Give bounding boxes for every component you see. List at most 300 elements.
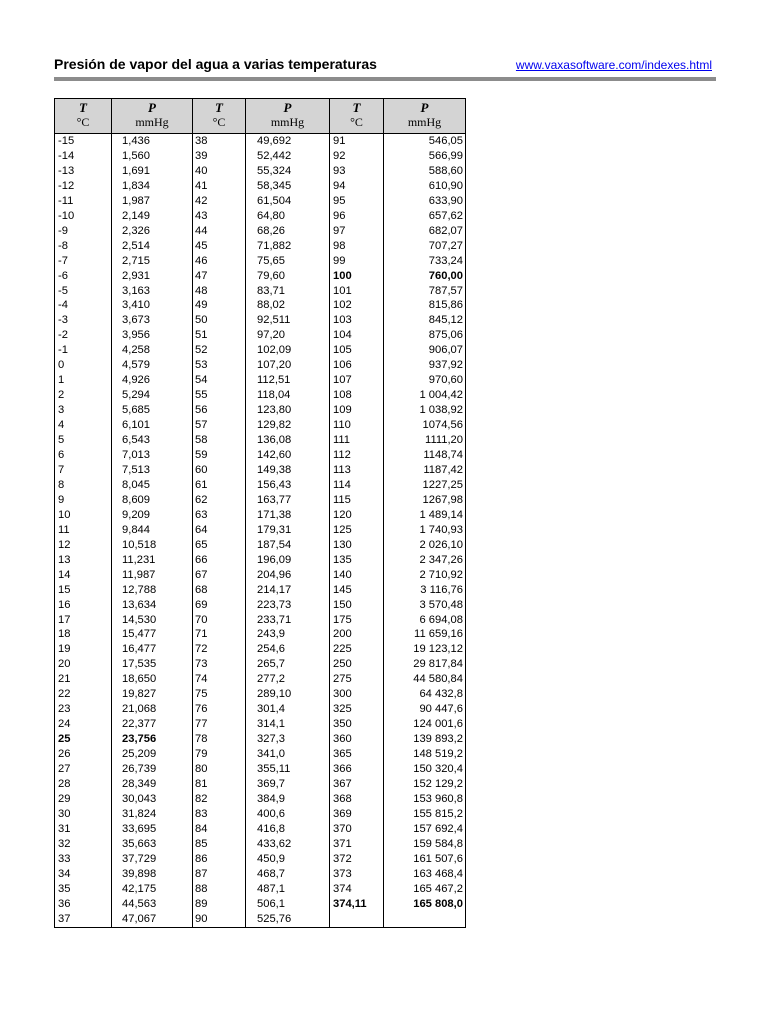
pressure-cell: 196,09 (246, 553, 330, 568)
temperature-cell: 200 (330, 627, 384, 642)
temperature-cell: 17 (55, 613, 112, 628)
temperature-cell: 13 (55, 553, 112, 568)
pressure-cell: 7,513 (112, 463, 193, 478)
pressure-cell: 233,71 (246, 613, 330, 628)
temperature-cell: 49 (193, 298, 246, 313)
table-row (55, 837, 466, 852)
temperature-cell: 69 (193, 598, 246, 613)
table-row (55, 433, 466, 448)
table-row (55, 448, 466, 463)
pressure-cell: 17,535 (112, 657, 193, 672)
temperature-cell: 368 (330, 792, 384, 807)
temperature-cell: 66 (193, 553, 246, 568)
pressure-cell: 1267,98 (384, 493, 466, 508)
temperature-cell: 108 (330, 388, 384, 403)
temperature-cell: 28 (55, 777, 112, 792)
pressure-cell: 150 320,4 (384, 762, 466, 777)
temperature-cell: 96 (330, 209, 384, 224)
pressure-cell: 3,410 (112, 298, 193, 313)
pressure-cell: 2 026,10 (384, 538, 466, 553)
temperature-cell: 97 (330, 224, 384, 239)
table-row (55, 134, 466, 149)
pressure-cell: 13,634 (112, 598, 193, 613)
table-row (55, 747, 466, 762)
pressure-cell: 588,60 (384, 164, 466, 179)
pressure-cell: 525,76 (246, 912, 330, 927)
table-row (55, 642, 466, 657)
pressure-cell: 416,8 (246, 822, 330, 837)
pressure-cell: 1,436 (112, 134, 193, 149)
table-row (55, 373, 466, 388)
pressure-cell: 71,882 (246, 239, 330, 254)
pressure-cell: 165 467,2 (384, 882, 466, 897)
pressure-cell: 223,73 (246, 598, 330, 613)
pressure-cell: 12,788 (112, 583, 193, 598)
pressure-cell: 277,2 (246, 672, 330, 687)
table-row (55, 807, 466, 822)
temperature-cell: 374,11 (330, 897, 384, 912)
temperature-cell: 21 (55, 672, 112, 687)
temperature-cell: 50 (193, 313, 246, 328)
temperature-cell: -6 (55, 269, 112, 284)
pressure-cell: 157 692,4 (384, 822, 466, 837)
pressure-cell: 153 960,8 (384, 792, 466, 807)
temperature-cell: 34 (55, 867, 112, 882)
pressure-cell: 2,149 (112, 209, 193, 224)
pressure-cell: 129,82 (246, 418, 330, 433)
temperature-cell: 109 (330, 403, 384, 418)
temperature-cell: 4 (55, 418, 112, 433)
table-row (55, 583, 466, 598)
table-row (55, 328, 466, 343)
table-row (55, 403, 466, 418)
pressure-cell: 1 740,93 (384, 523, 466, 538)
pressure-cell: 450,9 (246, 852, 330, 867)
temperature-cell: 61 (193, 478, 246, 493)
table-row (55, 792, 466, 807)
pressure-cell: 1111,20 (384, 433, 466, 448)
temperature-cell: 32 (55, 837, 112, 852)
pressure-cell: 14,530 (112, 613, 193, 628)
temperature-cell: 38 (193, 134, 246, 149)
pressure-cell: 30,043 (112, 792, 193, 807)
pressure-cell: 11,231 (112, 553, 193, 568)
temperature-cell: 360 (330, 732, 384, 747)
pressure-cell: 8,609 (112, 493, 193, 508)
temperature-cell: 53 (193, 358, 246, 373)
pressure-cell: 546,05 (384, 134, 466, 149)
table-row (55, 613, 466, 628)
pressure-cell: 42,175 (112, 882, 193, 897)
pressure-cell: 61,504 (246, 194, 330, 209)
table-row (55, 852, 466, 867)
table-row (55, 912, 466, 927)
pressure-cell: 28,349 (112, 777, 193, 792)
pressure-cell: 19,827 (112, 687, 193, 702)
table-row (55, 478, 466, 493)
pressure-cell: 44 580,84 (384, 672, 466, 687)
temperature-cell: 54 (193, 373, 246, 388)
temperature-cell: 19 (55, 642, 112, 657)
temperature-cell: -2 (55, 328, 112, 343)
temperature-cell: -7 (55, 254, 112, 269)
pressure-cell (384, 912, 466, 927)
pressure-cell: 75,65 (246, 254, 330, 269)
pressure-cell: 9,209 (112, 508, 193, 523)
temperature-cell: 225 (330, 642, 384, 657)
pressure-cell: 159 584,8 (384, 837, 466, 852)
pressure-cell: 468,7 (246, 867, 330, 882)
temperature-cell: -3 (55, 313, 112, 328)
temperature-cell: 113 (330, 463, 384, 478)
pressure-cell: 815,86 (384, 298, 466, 313)
pressure-cell: 163,77 (246, 493, 330, 508)
temperature-cell: 104 (330, 328, 384, 343)
pressure-cell: 6 694,08 (384, 613, 466, 628)
pressure-cell: 633,90 (384, 194, 466, 209)
pressure-cell: 3 116,76 (384, 583, 466, 598)
temperature-cell: -1 (55, 343, 112, 358)
pressure-cell: 2,715 (112, 254, 193, 269)
table-row (55, 194, 466, 209)
pressure-cell: 64,80 (246, 209, 330, 224)
pressure-cell: 2,326 (112, 224, 193, 239)
temperature-cell: -9 (55, 224, 112, 239)
temperature-cell: 100 (330, 269, 384, 284)
pressure-cell: 1074,56 (384, 418, 466, 433)
pressure-cell: 682,07 (384, 224, 466, 239)
pressure-cell: 254,6 (246, 642, 330, 657)
table-row (55, 508, 466, 523)
pressure-cell: 4,258 (112, 343, 193, 358)
temperature-cell: 367 (330, 777, 384, 792)
pressure-cell: 97,20 (246, 328, 330, 343)
temperature-cell: 24 (55, 717, 112, 732)
pressure-cell: 155 815,2 (384, 807, 466, 822)
table-row (55, 284, 466, 299)
table-row (55, 717, 466, 732)
pressure-cell: 142,60 (246, 448, 330, 463)
pressure-cell: 1,834 (112, 179, 193, 194)
pressure-cell: 2,931 (112, 269, 193, 284)
temperature-cell: 46 (193, 254, 246, 269)
column-header: T °C (55, 99, 112, 134)
table-row (55, 209, 466, 224)
temperature-cell: 120 (330, 508, 384, 523)
table-row (55, 149, 466, 164)
pressure-cell: 906,07 (384, 343, 466, 358)
table-row (55, 553, 466, 568)
table-row (55, 538, 466, 553)
temperature-cell: 31 (55, 822, 112, 837)
temperature-cell: 76 (193, 702, 246, 717)
pressure-cell: 29 817,84 (384, 657, 466, 672)
temperature-cell: 64 (193, 523, 246, 538)
temperature-cell: 12 (55, 538, 112, 553)
temperature-cell: 140 (330, 568, 384, 583)
temperature-cell: 115 (330, 493, 384, 508)
pressure-cell: 1 004,42 (384, 388, 466, 403)
table-row (55, 882, 466, 897)
temperature-cell: 300 (330, 687, 384, 702)
pressure-cell: 123,80 (246, 403, 330, 418)
pressure-cell: 156,43 (246, 478, 330, 493)
pressure-cell: 845,12 (384, 313, 466, 328)
temperature-cell: 40 (193, 164, 246, 179)
table-row (55, 687, 466, 702)
pressure-cell: 400,6 (246, 807, 330, 822)
pressure-cell: 37,729 (112, 852, 193, 867)
temperature-cell: 110 (330, 418, 384, 433)
temperature-cell: 1 (55, 373, 112, 388)
pressure-cell: 657,62 (384, 209, 466, 224)
temperature-cell: 85 (193, 837, 246, 852)
pressure-cell: 112,51 (246, 373, 330, 388)
pressure-cell: 2,514 (112, 239, 193, 254)
temperature-cell: 370 (330, 822, 384, 837)
temperature-cell: -10 (55, 209, 112, 224)
temperature-cell: 365 (330, 747, 384, 762)
pressure-cell: 6,101 (112, 418, 193, 433)
temperature-cell: 366 (330, 762, 384, 777)
pressure-cell: 707,27 (384, 239, 466, 254)
table-row (55, 298, 466, 313)
temperature-cell: 6 (55, 448, 112, 463)
pressure-cell: 26,739 (112, 762, 193, 777)
pressure-cell: 7,013 (112, 448, 193, 463)
pressure-cell: 11,987 (112, 568, 193, 583)
temperature-cell: 130 (330, 538, 384, 553)
temperature-cell: 106 (330, 358, 384, 373)
pressure-cell: 487,1 (246, 882, 330, 897)
temperature-cell: 89 (193, 897, 246, 912)
pressure-cell: 327,3 (246, 732, 330, 747)
pressure-cell: 506,1 (246, 897, 330, 912)
pressure-cell: 3,673 (112, 313, 193, 328)
temperature-cell: 74 (193, 672, 246, 687)
pressure-cell: 9,844 (112, 523, 193, 538)
table-row (55, 867, 466, 882)
pressure-cell: 25,209 (112, 747, 193, 762)
pressure-cell: 152 129,2 (384, 777, 466, 792)
pressure-cell: 760,00 (384, 269, 466, 284)
pressure-cell: 8,045 (112, 478, 193, 493)
column-header: P mmHg (112, 99, 193, 134)
pressure-cell: 10,518 (112, 538, 193, 553)
temperature-cell: -15 (55, 134, 112, 149)
temperature-cell: -8 (55, 239, 112, 254)
temperature-cell: 59 (193, 448, 246, 463)
pressure-cell: 1 489,14 (384, 508, 466, 523)
document-header (54, 56, 712, 74)
pressure-cell: 165 808,0 (384, 897, 466, 912)
pressure-cell: 341,0 (246, 747, 330, 762)
header-divider (54, 77, 716, 81)
pressure-cell: 148 519,2 (384, 747, 466, 762)
pressure-cell: 58,345 (246, 179, 330, 194)
pressure-cell: 171,38 (246, 508, 330, 523)
table-row (55, 523, 466, 538)
temperature-cell: 47 (193, 269, 246, 284)
table-row (55, 418, 466, 433)
temperature-cell: 102 (330, 298, 384, 313)
pressure-cell: 11 659,16 (384, 627, 466, 642)
table-row (55, 897, 466, 912)
temperature-cell: 0 (55, 358, 112, 373)
pressure-cell: 139 893,2 (384, 732, 466, 747)
temperature-cell: 82 (193, 792, 246, 807)
temperature-cell: 44 (193, 224, 246, 239)
table-row (55, 463, 466, 478)
source-link[interactable]: www.vaxasoftware.com/indexes.html (515, 58, 712, 72)
temperature-cell: 20 (55, 657, 112, 672)
temperature-cell: 95 (330, 194, 384, 209)
temperature-cell: 371 (330, 837, 384, 852)
temperature-cell: 325 (330, 702, 384, 717)
pressure-cell: 787,57 (384, 284, 466, 299)
column-header: P mmHg (384, 99, 466, 134)
pressure-cell: 163 468,4 (384, 867, 466, 882)
pressure-cell: 79,60 (246, 269, 330, 284)
column-header: T °C (193, 99, 246, 134)
pressure-cell: 18,650 (112, 672, 193, 687)
temperature-cell: 58 (193, 433, 246, 448)
temperature-cell: 93 (330, 164, 384, 179)
temperature-cell: 73 (193, 657, 246, 672)
pressure-cell: 68,26 (246, 224, 330, 239)
temperature-cell: -4 (55, 298, 112, 313)
temperature-cell: 52 (193, 343, 246, 358)
pressure-cell: 875,06 (384, 328, 466, 343)
temperature-cell: 36 (55, 897, 112, 912)
temperature-cell: 350 (330, 717, 384, 732)
temperature-cell: 8 (55, 478, 112, 493)
column-header: P mmHg (246, 99, 330, 134)
temperature-cell: 45 (193, 239, 246, 254)
table-row (55, 313, 466, 328)
table-row (55, 702, 466, 717)
temperature-cell: 33 (55, 852, 112, 867)
pressure-cell: 64 432,8 (384, 687, 466, 702)
temperature-cell: 80 (193, 762, 246, 777)
temperature-cell: 51 (193, 328, 246, 343)
pressure-cell: 118,04 (246, 388, 330, 403)
pressure-cell: 566,99 (384, 149, 466, 164)
temperature-cell: 9 (55, 493, 112, 508)
pressure-cell: 733,24 (384, 254, 466, 269)
temperature-cell: 26 (55, 747, 112, 762)
pressure-cell: 5,685 (112, 403, 193, 418)
temperature-cell: 86 (193, 852, 246, 867)
temperature-cell: 56 (193, 403, 246, 418)
table-header-row (55, 99, 466, 134)
pressure-cell: 937,92 (384, 358, 466, 373)
pressure-cell: 31,824 (112, 807, 193, 822)
temperature-cell: 114 (330, 478, 384, 493)
table-row (55, 598, 466, 613)
table-row (55, 493, 466, 508)
temperature-cell: 3 (55, 403, 112, 418)
pressure-cell: 6,543 (112, 433, 193, 448)
pressure-cell: 102,09 (246, 343, 330, 358)
table-row (55, 657, 466, 672)
vapor-pressure-table (54, 98, 466, 928)
pressure-cell: 4,579 (112, 358, 193, 373)
temperature-cell: 7 (55, 463, 112, 478)
pressure-cell: 204,96 (246, 568, 330, 583)
pressure-cell: 15,477 (112, 627, 193, 642)
temperature-cell: 87 (193, 867, 246, 882)
pressure-cell: 369,7 (246, 777, 330, 792)
temperature-cell: 48 (193, 284, 246, 299)
pressure-cell: 214,17 (246, 583, 330, 598)
pressure-cell: 90 447,6 (384, 702, 466, 717)
temperature-cell: 42 (193, 194, 246, 209)
pressure-cell: 92,511 (246, 313, 330, 328)
pressure-cell: 2 347,26 (384, 553, 466, 568)
table-row (55, 179, 466, 194)
temperature-cell: 369 (330, 807, 384, 822)
temperature-cell: 79 (193, 747, 246, 762)
pressure-cell: 4,926 (112, 373, 193, 388)
table-row (55, 239, 466, 254)
temperature-cell: 11 (55, 523, 112, 538)
temperature-cell: 94 (330, 179, 384, 194)
temperature-cell: 105 (330, 343, 384, 358)
table-row (55, 343, 466, 358)
pressure-cell: 16,477 (112, 642, 193, 657)
table-row (55, 672, 466, 687)
temperature-cell: 112 (330, 448, 384, 463)
temperature-cell: 91 (330, 134, 384, 149)
table-body (55, 134, 466, 928)
table-row (55, 269, 466, 284)
pressure-cell: 243,9 (246, 627, 330, 642)
pressure-cell: 44,563 (112, 897, 193, 912)
pressure-cell: 187,54 (246, 538, 330, 553)
temperature-cell: 55 (193, 388, 246, 403)
pressure-cell: 149,38 (246, 463, 330, 478)
pressure-cell: 124 001,6 (384, 717, 466, 732)
temperature-cell: -14 (55, 149, 112, 164)
pressure-cell: 83,71 (246, 284, 330, 299)
pressure-cell: 5,294 (112, 388, 193, 403)
pressure-cell: 970,60 (384, 373, 466, 388)
table-row (55, 822, 466, 837)
pressure-cell: 2 710,92 (384, 568, 466, 583)
temperature-cell: 25 (55, 732, 112, 747)
table-row (55, 762, 466, 777)
pressure-cell: 49,692 (246, 134, 330, 149)
temperature-cell: -12 (55, 179, 112, 194)
temperature-cell: 35 (55, 882, 112, 897)
temperature-cell: 175 (330, 613, 384, 628)
pressure-cell: 47,067 (112, 912, 193, 927)
temperature-cell: 60 (193, 463, 246, 478)
pressure-cell: 1227,25 (384, 478, 466, 493)
temperature-cell: 37 (55, 912, 112, 927)
temperature-cell: 125 (330, 523, 384, 538)
temperature-cell: 57 (193, 418, 246, 433)
pressure-cell: 301,4 (246, 702, 330, 717)
pressure-cell: 55,324 (246, 164, 330, 179)
temperature-cell: 145 (330, 583, 384, 598)
temperature-cell: 27 (55, 762, 112, 777)
temperature-cell: -13 (55, 164, 112, 179)
temperature-cell: 98 (330, 239, 384, 254)
temperature-cell: 275 (330, 672, 384, 687)
column-header: T °C (330, 99, 384, 134)
